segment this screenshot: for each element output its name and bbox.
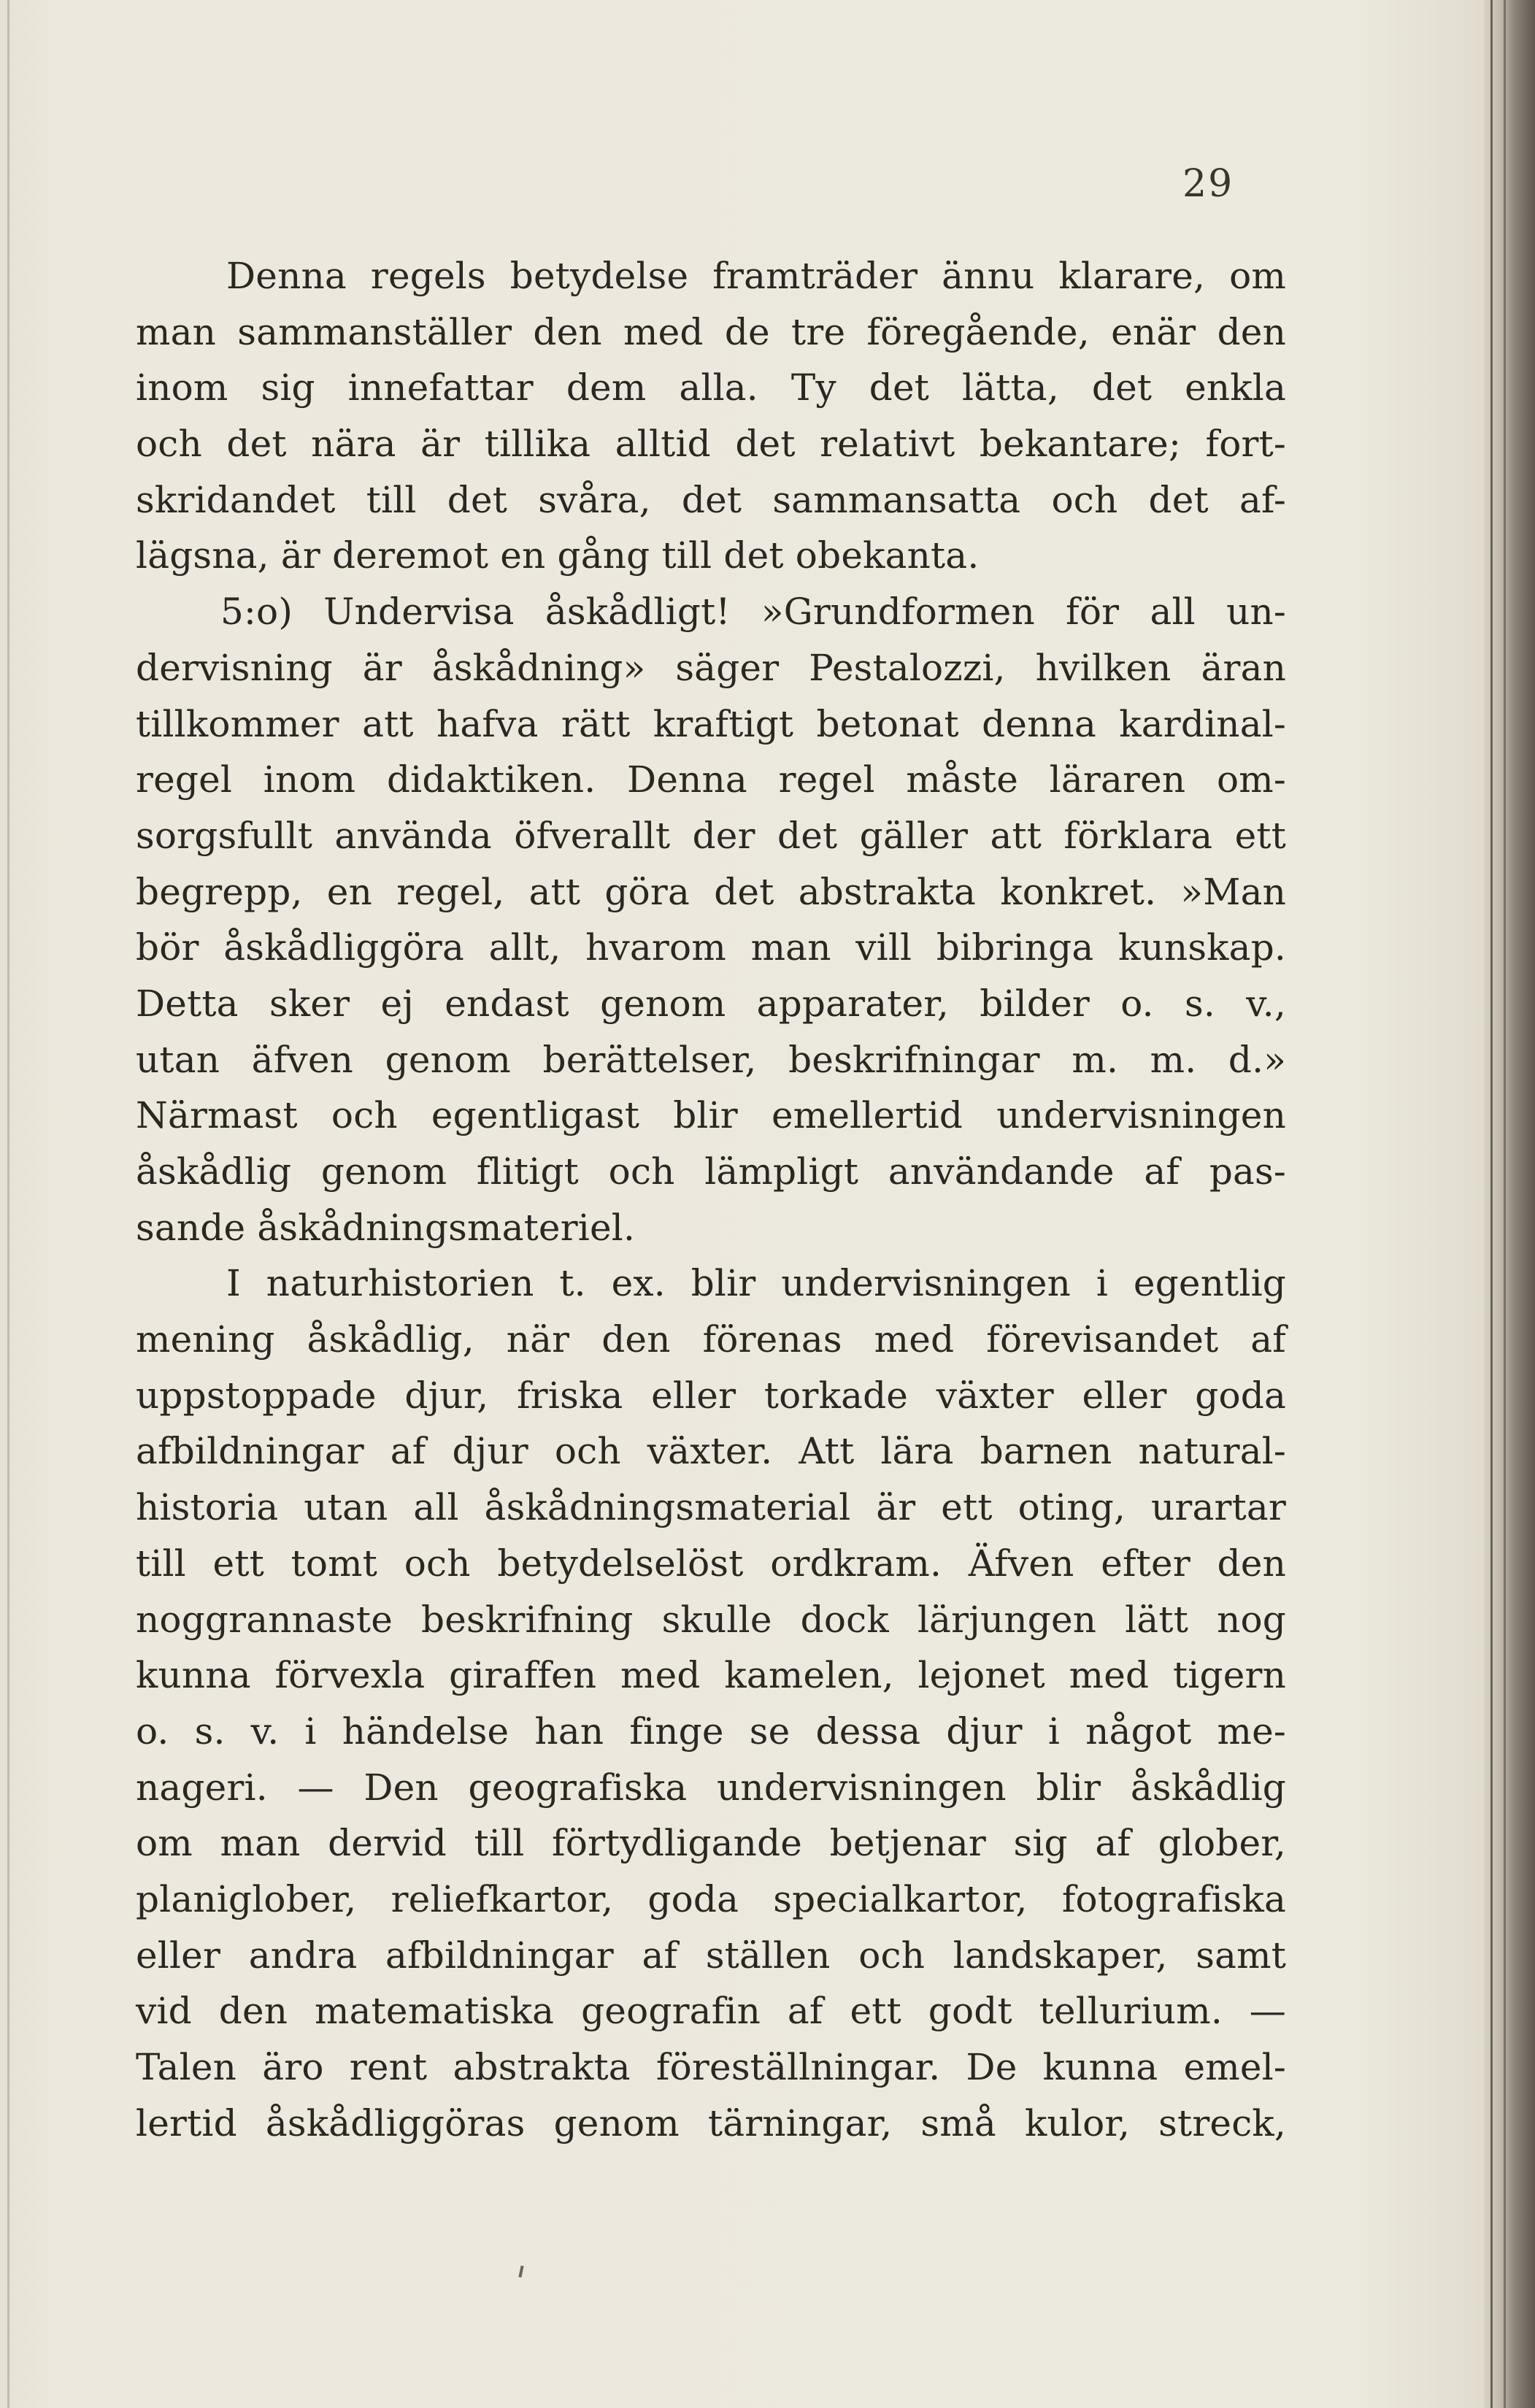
text-line: om man dervid till förtydligande betjenar sig af glober, [136,1822,1286,1865]
text-line: åskådlig genom flitigt och lämpligt användande af pas- [136,1150,1286,1193]
text-line: inom sig innefattar dem alla. Ty det lätta, det enkla [136,366,1286,409]
left-page-edge [7,0,9,2408]
text-line: Denna regels betydelse framträder ännu klarare, om [226,255,1286,297]
text-line: man sammanställer den med de tre föregående, enär den [136,310,1286,353]
text-line: 5:o) Undervisa åskådligt! »Grundformen för all un- [220,591,1286,634]
text-line: planiglober, reliefkartor, goda specialkartor, fotografiska [136,1877,1286,1920]
text-line: tillkommer att hafva rätt kraftigt betonat denna kardinal- [136,702,1286,745]
text-line: och det nära är tillika alltid det relativt bekantare; fort- [136,423,1286,466]
text-line: noggrannaste beskrifning skulle dock lärjungen lätt nog [136,1598,1286,1641]
text-line: regel inom didaktiken. Denna regel måste läraren om- [136,758,1286,801]
text-line: uppstoppade djur, friska eller torkade växter eller goda [136,1374,1286,1417]
text-line: afbildningar af djur och växter. Att lära barnen natural- [136,1430,1286,1473]
text-line: kunna förvexla giraffen med kamelen, lejonet med tigern [136,1654,1286,1697]
text-line: nageri. — Den geografiska undervisningen blir åskådlig [136,1766,1286,1809]
text-line: begrepp, en regel, att göra det abstrakta konkret. »Man [136,870,1286,913]
text-line: historia utan all åskådningsmaterial är ett oting, urartar [136,1486,1286,1529]
text-line: lertid åskådliggöras genom tärningar, små kulor, streck, [136,2101,1286,2144]
text-line: o. s. v. i händelse han finge se dessa djur i något me- [136,1709,1286,1753]
text-line: I naturhistorien t. ex. blir undervisningen i egentlig [226,1262,1286,1305]
text-line: till ett tomt och betydelselöst ordkram. Äfven efter den [136,1542,1286,1585]
stray-mark [518,2266,523,2277]
binding-line [1504,0,1506,2408]
binding-line [1490,0,1493,2408]
text-line: bör åskådliggöra allt, hvarom man vill bibringa kunskap. [136,926,1286,969]
text-line: skridandet till det svåra, det sammansatta och det af- [136,478,1286,521]
text-line: sorgsfullt använda öfverallt der det gäller att förklara ett [136,814,1286,857]
text-line: sande åskådningsmateriel. [136,1206,636,1249]
text-line: Detta sker ej endast genom apparater, bilder o. s. v., [136,982,1286,1025]
text-line: lägsna, är deremot en gång till det obekanta. [136,534,980,577]
text-line: dervisning är åskådning» säger Pestalozzi, hvilken äran [136,646,1286,689]
body-text [136,248,1286,2151]
text-line: eller andra afbildningar af ställen och landskaper, samt [136,1934,1286,1977]
text-line: utan äfven genom berättelser, beskrifningar m. m. d.» [136,1038,1286,1081]
text-line: mening åskådlig, när den förenas med förevisandet af [136,1318,1286,1361]
text-line: Talen äro rent abstrakta föreställningar. De kunna emel- [136,2046,1286,2088]
text-line: Närmast och egentligast blir emellertid undervisningen [136,1094,1286,1137]
page-number: 29 [1182,162,1234,206]
text-line: vid den matematiska geografin af ett godt tellurium. — [136,1990,1286,2033]
